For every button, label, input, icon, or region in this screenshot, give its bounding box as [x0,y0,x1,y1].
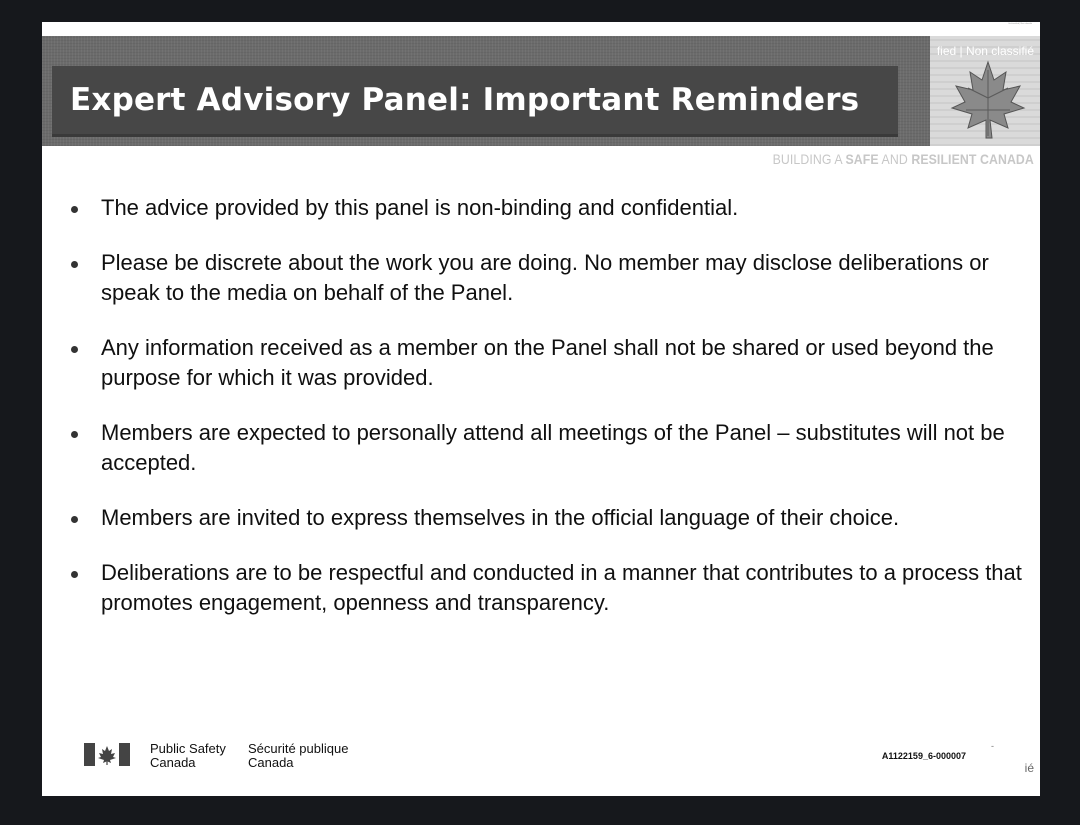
tagline [773,151,1034,167]
canada-flag-icon [84,743,130,766]
page-title: Expert Advisory Panel: Important Reminders [70,82,860,118]
dept-fr-line2: Canada [248,755,294,770]
bullet-icon [71,346,78,353]
maple-leaf-icon [948,58,1028,140]
tagline-resilient: RESILIENT CANADA [911,151,1034,167]
reminders-list [68,193,1028,643]
list-item [68,503,1028,533]
maple-leaf-image [930,36,1040,146]
bullet-icon [71,431,78,438]
tagline-part1: BUILDING A [772,151,846,167]
dept-en-line1: Public Safety [150,741,226,756]
document-number: A1122159_6-000007 [881,751,966,761]
tagline-part2: AND [878,151,912,167]
dept-en-line2: Canada [150,755,196,770]
list-item [68,558,1028,618]
list-item-text: Deliberations are to be respectful and conducted in a manner that contributes to a process that promotes engagement, openness and transparency. [101,560,1022,615]
dept-fr-line1: Sécurité publique [248,741,349,756]
list-item [68,333,1028,393]
list-item [68,418,1028,478]
bottom-right-text: ié [1024,761,1034,775]
list-item-text: Members are expected to personally attend all meetings of the Panel – substitutes will not be accepted. [101,420,1005,475]
department-name-en [150,742,226,770]
header-banner [42,36,930,146]
list-item [68,248,1028,308]
slide [42,22,1040,796]
list-item-text: Please be discrete about the work you are doing. No member may disclose deliberations or speak to the media on behalf of the Panel. [101,250,989,305]
list-item [68,193,1028,223]
tagline-safe: SAFE [845,151,879,167]
footer-dash: - [991,741,994,751]
department-name-fr [248,742,348,770]
list-item-text: Any information received as a member on the Panel shall not be shared or used beyond the purpose for which it was provided. [101,335,994,390]
bullet-icon [71,571,78,578]
top-classification-text: Unclassified | Non classifié [1008,23,1032,25]
bullet-icon [71,206,78,213]
bullet-icon [71,261,78,268]
bullet-icon [71,516,78,523]
title-box [52,66,898,137]
classification-label: fied | Non classifié [936,44,1034,58]
list-item-text: The advice provided by this panel is non-binding and confidential. [101,195,739,220]
list-item-text: Members are invited to express themselves in the official language of their choice. [101,505,900,530]
